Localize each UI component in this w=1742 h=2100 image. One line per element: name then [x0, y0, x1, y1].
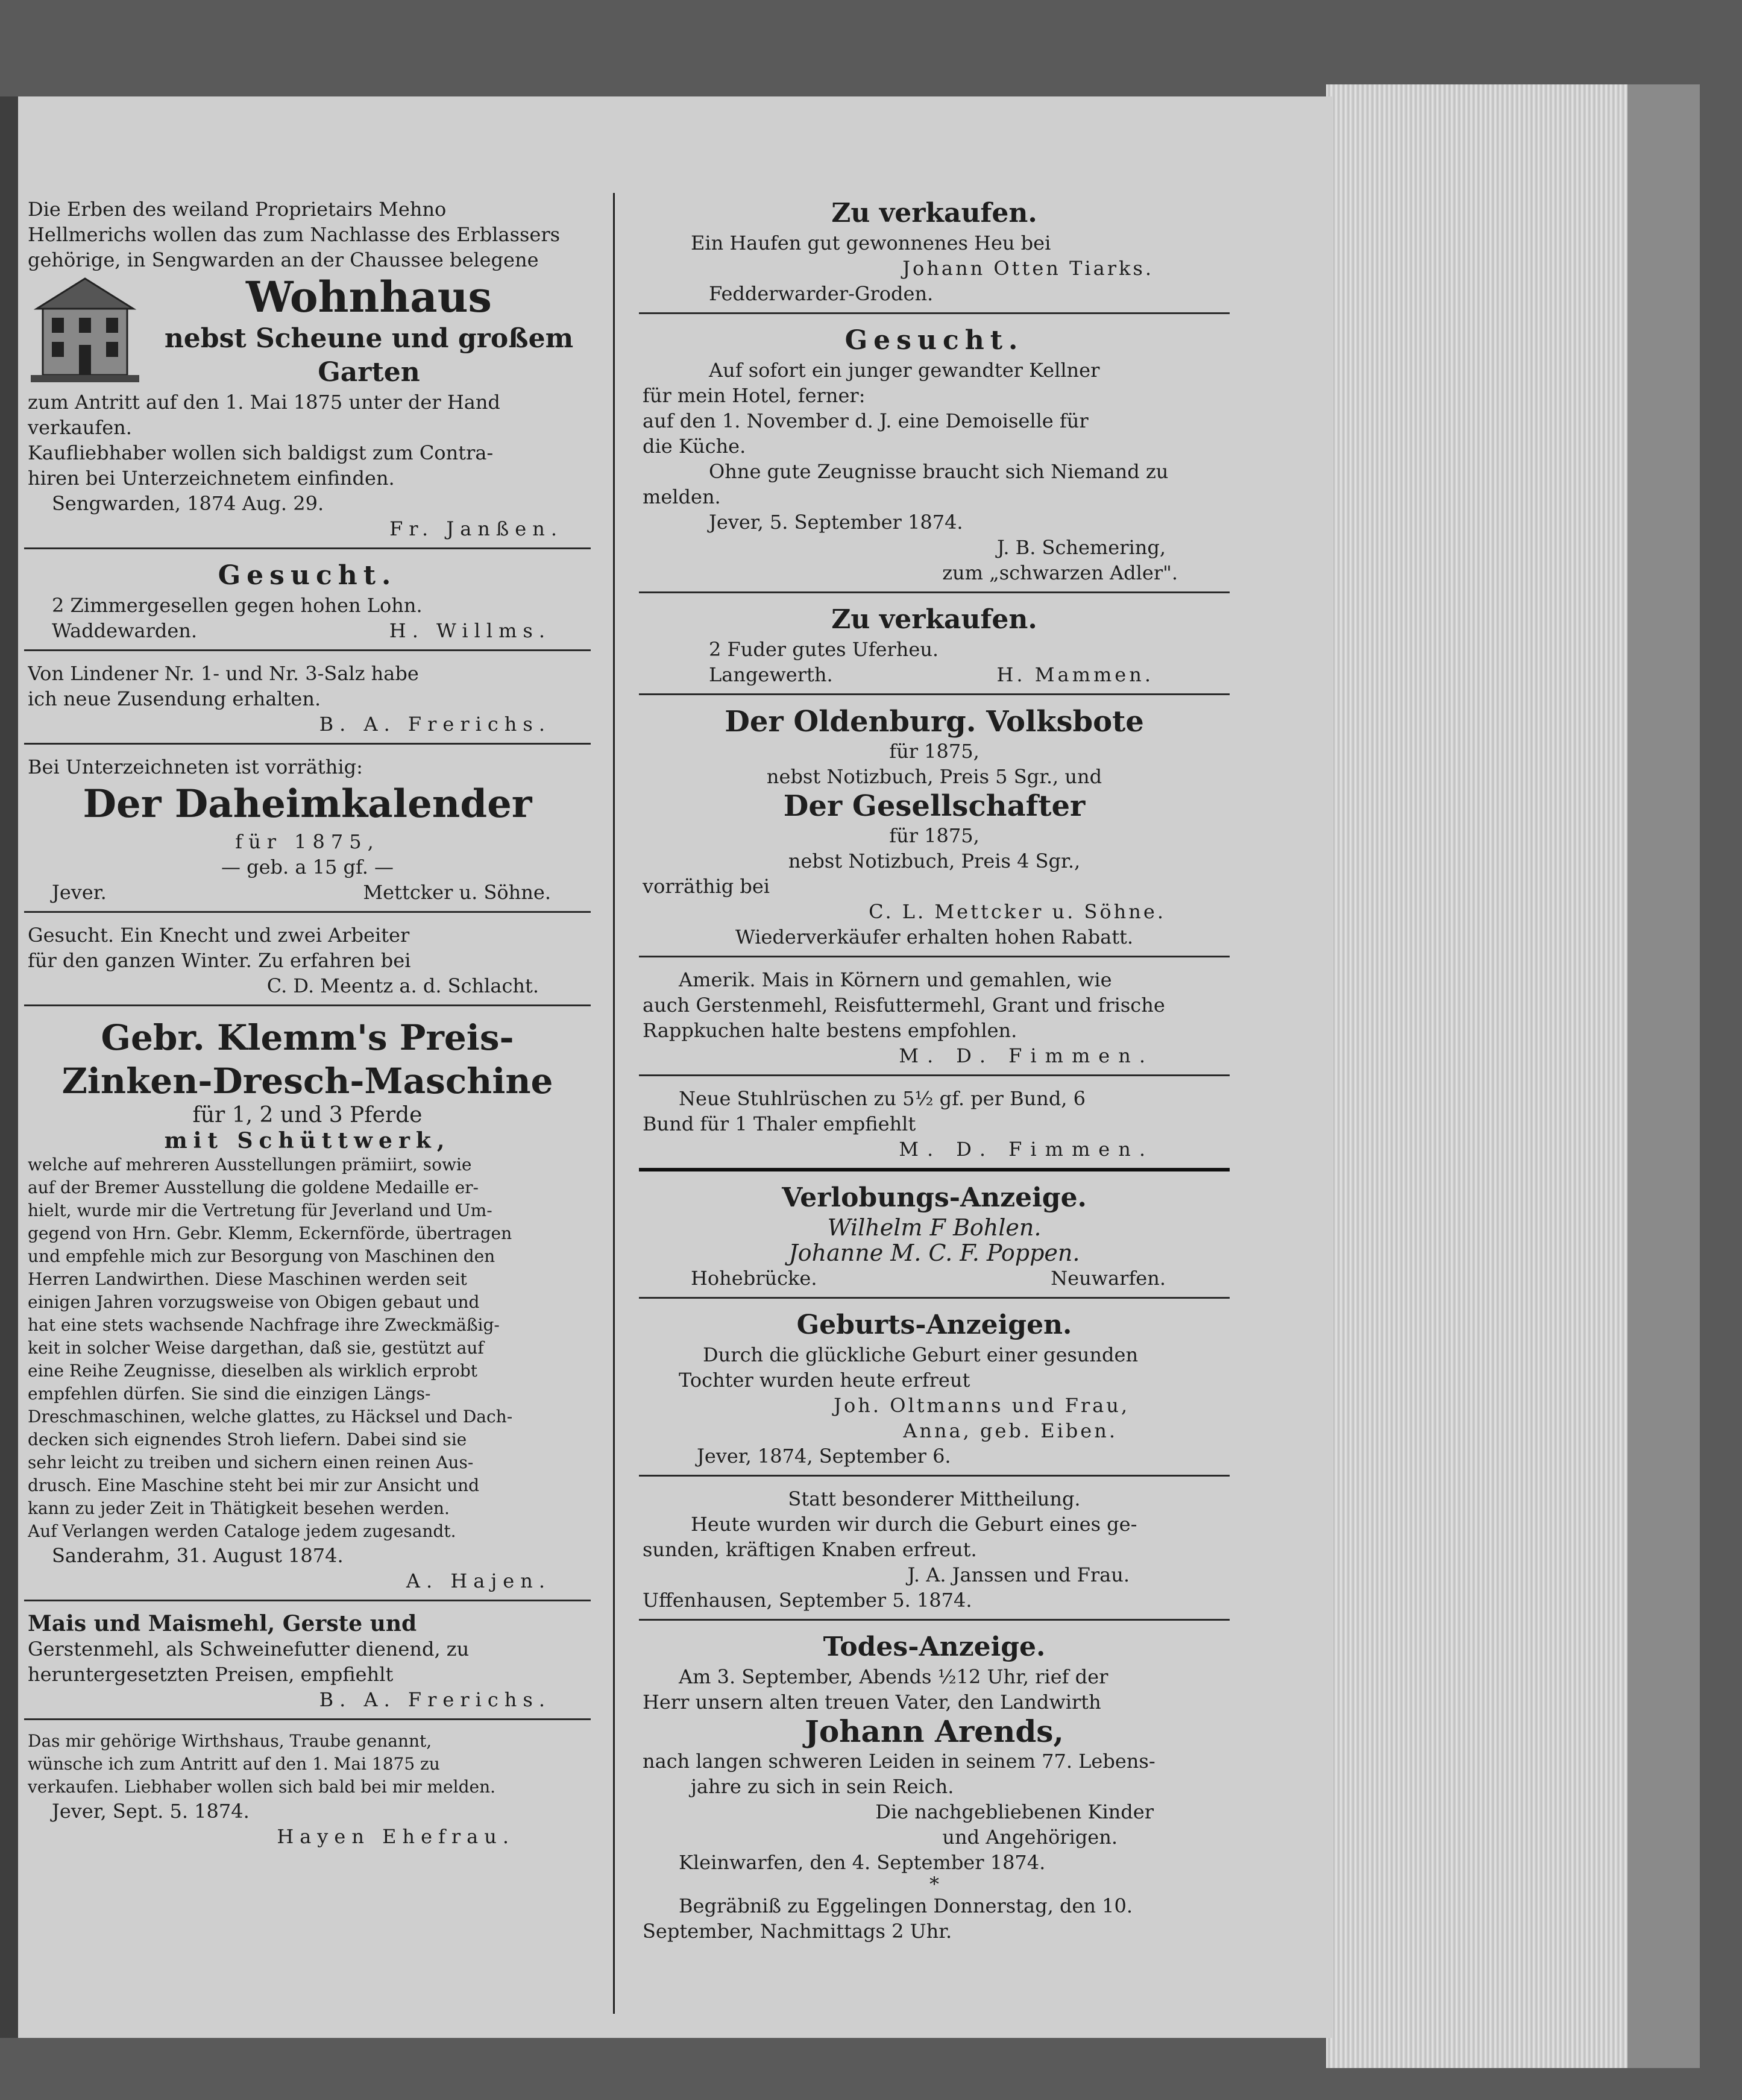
ad-mais — [24, 1607, 591, 1720]
ad-place: Uffenhausen, September 5. 1874. — [643, 1589, 972, 1612]
ad-place: Fedderwarder-Groden. — [709, 282, 934, 305]
ad-body-line: decken sich eignendes Stroh liefern. Dabei sind sie — [28, 1430, 467, 1449]
ad-volksbote — [639, 701, 1230, 957]
ad-place: Hohebrücke. — [691, 1267, 817, 1290]
ad-gesucht-knecht — [24, 919, 591, 1006]
ad-place: Kleinwarfen, den 4. September 1874. — [679, 1851, 1046, 1874]
ad-line: jahre zu sich in sein Reich. — [691, 1775, 954, 1798]
ad-line: September, Nachmittags 2 Uhr. — [643, 1920, 952, 1943]
ad-line: sunden, kräftigen Knaben erfreut. — [643, 1538, 977, 1561]
ad-line: mit Schüttwerk, — [164, 1128, 451, 1153]
ad-heading: Wohnhaus — [246, 272, 492, 322]
ad-place: Jever, 5. September 1874. — [709, 511, 963, 534]
ad-line: Bei Unterzeichneten ist vorräthig: — [28, 755, 363, 778]
ad-signature: B. A. Frerichs. — [319, 713, 551, 736]
ad-place: Jever, Sept. 5. 1874. — [52, 1800, 250, 1823]
ad-line: vorräthig bei — [643, 875, 770, 898]
ad-body-line: Herren Landwirthen. Diese Maschinen werden seit — [28, 1269, 467, 1289]
ad-line: für den ganzen Winter. Zu erfahren bei — [28, 949, 411, 972]
ad-line: 2 Fuder gutes Uferheu. — [709, 638, 939, 661]
ad-heading: Todes-Anzeige. — [823, 1632, 1046, 1662]
ad-body-line: gegend von Hrn. Gebr. Klemm, Eckernförde, übertragen — [28, 1223, 512, 1243]
ad-body-line: einigen Jahren vorzugsweise von Obigen gebaut und — [28, 1292, 480, 1312]
book-cover-edge — [1627, 84, 1700, 2068]
ad-line: und Angehörigen. — [942, 1826, 1118, 1849]
ad-line: melden. — [643, 485, 721, 508]
ad-stuhlrueschen — [639, 1082, 1230, 1171]
left-column — [24, 193, 591, 1861]
ad-subheading: nebst Scheune und großem — [164, 323, 574, 354]
ad-line: Ein Haufen gut gewonnenes Heu bei — [691, 232, 1051, 254]
ad-amerik-mais — [639, 963, 1230, 1076]
ad-body-line: Dreschmaschinen, welche glattes, zu Häcksel und Dach- — [28, 1407, 513, 1427]
ad-geburt-oltmanns — [639, 1305, 1230, 1477]
ad-line: Wiederverkäufer erhalten hohen Rabatt. — [735, 925, 1134, 948]
separator-star: * — [929, 1873, 939, 1896]
ad-line: heruntergesetzten Preisen, empfiehlt — [28, 1663, 394, 1686]
ad-heading: Der Oldenburg. Volksbote — [725, 705, 1144, 739]
ad-line: die Küche. — [643, 435, 746, 458]
ad-line: Tochter wurden heute erfreut — [679, 1369, 970, 1392]
ad-heading: Verlobungs-Anzeige. — [782, 1182, 1087, 1213]
ad-line: Am 3. September, Abends ½12 Uhr, rief der — [679, 1665, 1108, 1688]
ad-line: Sengwarden, 1874 Aug. 29. — [52, 492, 324, 515]
ad-place: Langewerth. — [709, 663, 833, 686]
ad-signature: M. D. Fimmen. — [899, 1138, 1154, 1161]
ad-place: Jever, 1874, September 6. — [697, 1445, 951, 1468]
ad-line: Joh. Oltmanns und Frau, — [834, 1394, 1130, 1417]
ad-body-line: drusch. Eine Maschine steht bei mir zur Ansicht und — [28, 1475, 480, 1495]
ad-subheading: Garten — [318, 357, 420, 388]
ad-body-line: keit in solcher Weise dargethan, daß sie, gestützt auf — [28, 1338, 484, 1358]
ad-line: Johanne M. C. F. Poppen. — [788, 1240, 1080, 1266]
ad-line: Wilhelm F Bohlen. — [827, 1215, 1042, 1240]
ad-line: verkaufen. — [28, 416, 132, 439]
ad-line: für 1875, — [889, 824, 979, 847]
ad-line: Durch die glückliche Geburt einer gesunden — [703, 1343, 1139, 1366]
ad-line: auf den 1. November d. J. eine Demoiselle für — [643, 409, 1089, 432]
ad-signature: zum „schwarzen Adler". — [942, 561, 1178, 584]
ad-line: Mais und Maismehl, Gerste und — [28, 1611, 417, 1636]
ad-heading: Gebr. Klemm's Preis- — [101, 1017, 514, 1058]
ad-signature: H. Willms. — [389, 619, 551, 642]
ad-line: 2 Zimmergesellen gegen hohen Lohn. — [52, 594, 423, 617]
ad-line: Ohne gute Zeugnisse braucht sich Niemand zu — [709, 460, 1169, 483]
ad-body-line: welche auf mehreren Ausstellungen prämiirt, sowie — [28, 1155, 472, 1175]
ad-signature: J. A. Janssen und Frau. — [907, 1563, 1130, 1586]
ad-salz — [24, 657, 591, 745]
ad-signature: M. D. Fimmen. — [899, 1044, 1154, 1067]
ad-signature: Hayen Ehefrau. — [277, 1825, 515, 1848]
ad-heading: Gesucht. — [218, 560, 397, 591]
ad-signature: H. Mammen. — [996, 663, 1154, 686]
ad-line: Das mir gehörige Wirthshaus, Traube genannt, — [28, 1731, 432, 1751]
ad-line: Auf sofort ein junger gewandter Kellner — [709, 359, 1100, 382]
ad-line: nebst Notizbuch, Preis 5 Sgr., und — [766, 765, 1102, 788]
ad-line: Bund für 1 Thaler empfiehlt — [643, 1112, 916, 1135]
ad-line: Heute wurden wir durch die Geburt eines ge- — [691, 1513, 1137, 1536]
ad-place: Jever. — [52, 881, 107, 904]
ad-line: Die Erben des weiland Proprietairs Mehno — [28, 198, 447, 221]
ad-zu-verkaufen-uferheu — [639, 599, 1230, 695]
ad-body-line: Auf Verlangen werden Cataloge jedem zugesandt. — [28, 1521, 456, 1541]
ad-signature: C. D. Meentz a. d. Schlacht. — [266, 974, 539, 997]
ad-line: Amerik. Mais in Körnern und gemahlen, wie — [679, 968, 1112, 991]
ad-signature: J. B. Schemering, — [996, 536, 1166, 559]
ad-line: nebst Notizbuch, Preis 4 Sgr., — [788, 850, 1081, 872]
ad-line: Neue Stuhlrüschen zu 5½ gf. per Bund, 6 — [679, 1087, 1086, 1110]
ad-heading: Der Daheimkalender — [83, 781, 532, 827]
ad-geburt-janssen — [639, 1483, 1230, 1621]
column-rule — [613, 193, 615, 2014]
ad-line: zum Antritt auf den 1. Mai 1875 unter der Hand — [28, 391, 500, 414]
ad-wohnhaus — [24, 193, 591, 549]
ad-body — [28, 1153, 587, 1543]
ad-line: Herr unsern alten treuen Vater, den Landwirth — [643, 1691, 1101, 1714]
ad-body-line: sehr leicht zu treiben und sichern einen reinen Aus- — [28, 1452, 474, 1472]
ad-daheimkalender — [24, 751, 591, 913]
ad-signature: A. Hajen. — [406, 1569, 551, 1592]
ad-line: Von Lindener Nr. 1- und Nr. 3-Salz habe — [28, 662, 419, 685]
ad-todesanzeige — [639, 1627, 1230, 1950]
ad-line: gehörige, in Sengwarden an der Chaussee belegene — [28, 248, 539, 271]
ad-line: für mein Hotel, ferner: — [643, 384, 866, 407]
ad-line: Hellmerichs wollen das zum Nachlasse des Erblassers — [28, 223, 561, 246]
ad-heading: Der Gesellschafter — [783, 789, 1086, 823]
ad-zu-verkaufen-heu — [639, 193, 1230, 314]
right-column — [639, 193, 1230, 1956]
ad-dreschmaschine — [24, 1012, 591, 1601]
ad-line: Begräbniß zu Eggelingen Donnerstag, den 10. — [679, 1894, 1133, 1917]
ad-place: Waddewarden. — [52, 619, 198, 642]
ad-line: wünsche ich zum Antritt auf den 1. Mai 1875 zu — [28, 1754, 440, 1774]
ad-line: Rappkuchen halte bestens empfohlen. — [643, 1019, 1017, 1042]
ad-body-line: kann zu jeder Zeit in Thätigkeit besehen werden. — [28, 1498, 450, 1518]
ad-body-line: empfehlen dürfen. Sie sind die einzigen Längs- — [28, 1384, 431, 1404]
ad-signature: C. L. Mettcker u. Söhne. — [869, 900, 1166, 923]
ad-place: Neuwarfen. — [1051, 1267, 1166, 1290]
ad-line: verkaufen. Liebhaber wollen sich bald bei mir melden. — [28, 1777, 496, 1797]
ad-line: Gerstenmehl, als Schweinefutter dienend, zu — [28, 1638, 470, 1660]
ad-heading: Zu verkaufen. — [831, 198, 1037, 229]
ad-line: — geb. a 15 gf. — — [221, 856, 394, 878]
ad-gesucht-kellner — [639, 320, 1230, 593]
ad-line: hiren bei Unterzeichnetem einfinden. — [28, 467, 395, 490]
ad-signature: Mettcker u. Söhne. — [363, 881, 551, 904]
ad-body-line: hat eine stets wachsende Nachfrage ihre Zweckmäßig- — [28, 1315, 500, 1335]
ad-line: Gesucht. Ein Knecht und zwei Arbeiter — [28, 924, 410, 947]
ad-line: für 1875, — [235, 830, 380, 853]
ad-line: auch Gerstenmehl, Reisfuttermehl, Grant und frische — [643, 994, 1165, 1017]
deceased-name: Johann Arends, — [805, 1714, 1064, 1749]
ad-line: für 1875, — [889, 740, 979, 763]
ad-heading: Gesucht. — [844, 325, 1024, 356]
ad-body-line: hielt, wurde mir die Vertretung für Jeverland und Um- — [28, 1200, 492, 1220]
ad-place: Sanderahm, 31. August 1874. — [52, 1544, 344, 1567]
book-page-edges — [1326, 84, 1634, 2068]
ad-line: Kaufliebhaber wollen sich baldigst zum Contra- — [28, 441, 494, 464]
ad-heading: Zinken-Dresch-Maschine — [61, 1061, 553, 1102]
ad-line: ich neue Zusendung erhalten. — [28, 687, 321, 710]
ad-verlobung — [639, 1178, 1230, 1299]
ad-heading: Geburts-Anzeigen. — [796, 1310, 1072, 1340]
ad-body-line: und empfehle mich zur Besorgung von Maschinen den — [28, 1246, 495, 1266]
ad-line: nach langen schweren Leiden in seinem 77. Lebens- — [643, 1750, 1156, 1773]
ad-line: Die nachgebliebenen Kinder — [875, 1800, 1154, 1823]
ad-signature: Johann Otten Tiarks. — [902, 257, 1154, 280]
ad-wirthshaus — [24, 1726, 591, 1855]
ad-line: für 1, 2 und 3 Pferde — [192, 1103, 423, 1127]
ad-heading: Zu verkaufen. — [831, 604, 1037, 635]
ad-body-line: auf der Bremer Ausstellung die goldene Medaille er- — [28, 1178, 479, 1197]
book-gutter — [0, 96, 19, 2038]
ad-line: Statt besonderer Mittheilung. — [788, 1487, 1081, 1510]
ad-line: Anna, geb. Eiben. — [903, 1419, 1118, 1442]
ad-gesucht-zimmergesellen — [24, 555, 591, 651]
ad-signature: B. A. Frerichs. — [319, 1688, 551, 1711]
house-illustration — [28, 273, 142, 387]
ad-signature: Fr. Janßen. — [389, 517, 563, 540]
ad-body-line: eine Reihe Zeugnisse, dieselben als wirklich erprobt — [28, 1361, 478, 1381]
